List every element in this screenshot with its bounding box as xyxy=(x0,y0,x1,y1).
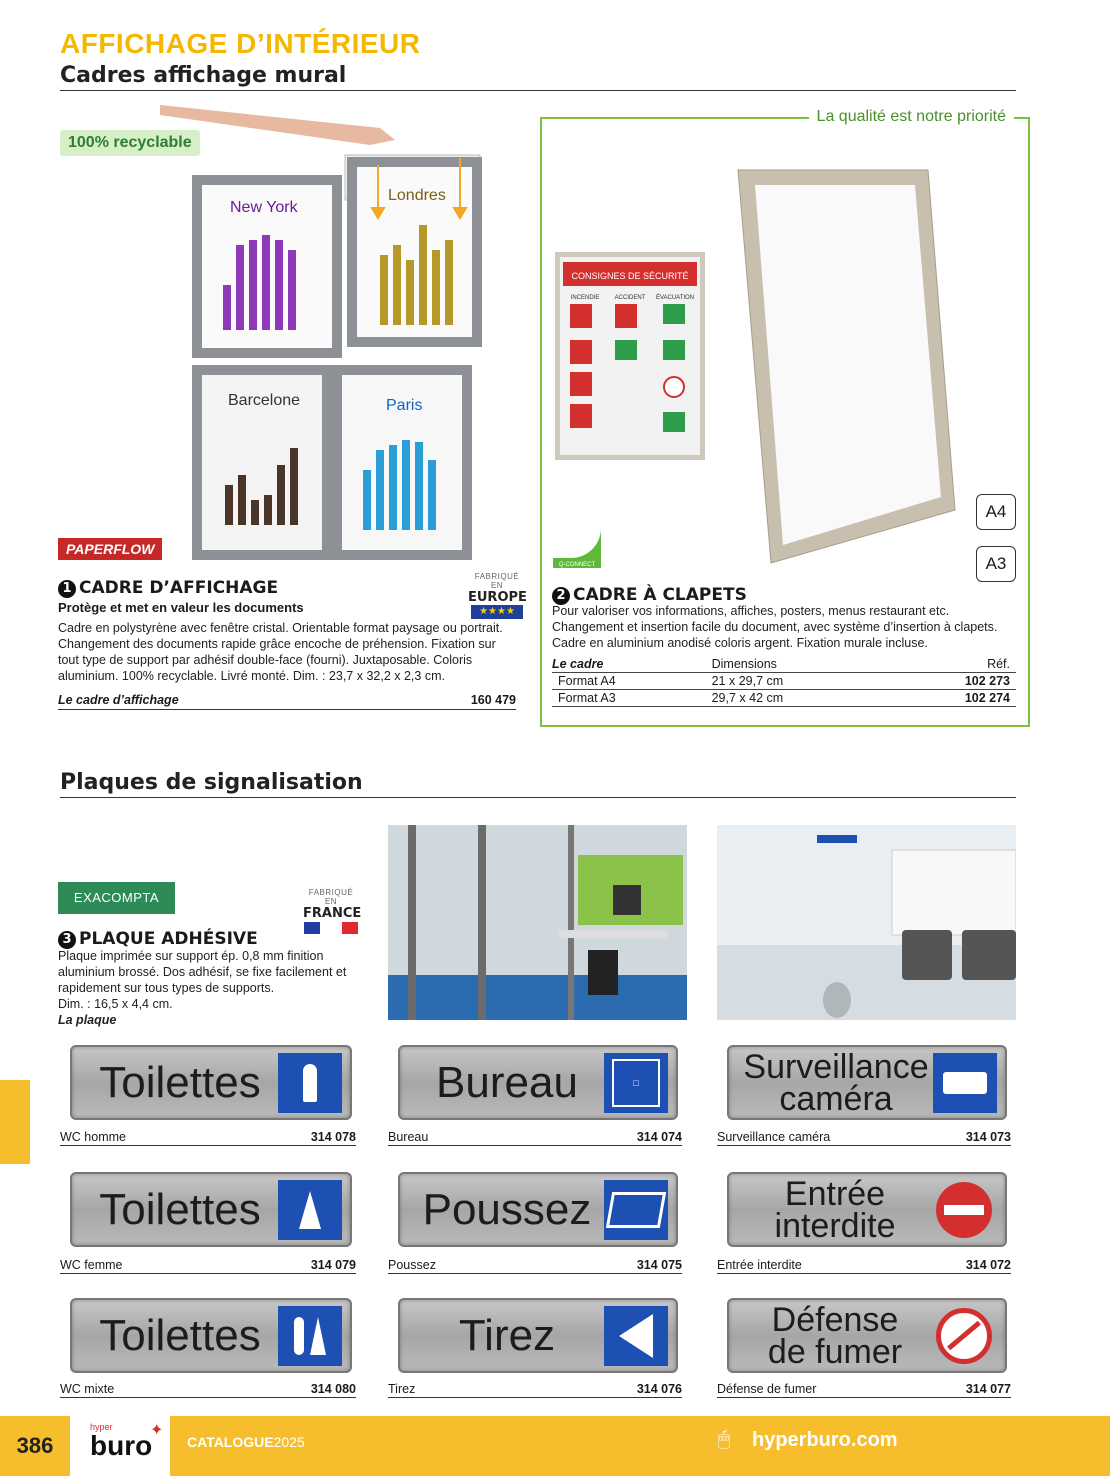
frame-label-londres: Londres xyxy=(388,187,446,204)
sign-ref-row xyxy=(717,1382,1011,1398)
male-toilet-icon xyxy=(278,1053,342,1113)
sign-text-line: Surveillance xyxy=(743,1047,929,1086)
frames-photo xyxy=(150,100,510,570)
table-row: Format A4 21 x 29,7 cm 102 273 xyxy=(552,673,1016,690)
sign-ref: 314 076 xyxy=(636,1382,682,1396)
sign-plate xyxy=(398,1045,678,1120)
pull-arrow-icon xyxy=(604,1306,668,1366)
sign-ref: 314 080 xyxy=(310,1382,356,1396)
sign-ref-row xyxy=(60,1130,356,1146)
sign-label: WC femme xyxy=(60,1258,123,1272)
sign-label: Défense de fumer xyxy=(717,1382,817,1396)
product-number-badge: 3 xyxy=(58,931,76,949)
sign-ref: 314 075 xyxy=(636,1258,682,1272)
sign-label: Bureau xyxy=(388,1130,429,1144)
sign-text xyxy=(739,1300,931,1371)
divider xyxy=(60,797,1016,798)
office-desk-icon: □ xyxy=(604,1053,668,1113)
sign-text-line: caméra xyxy=(779,1079,893,1118)
sign-ref: 314 077 xyxy=(965,1382,1011,1396)
poster-col-2: ACCIDENT xyxy=(614,295,646,301)
sign-ref-row xyxy=(60,1382,356,1398)
sign-plate xyxy=(398,1298,678,1373)
sign-ref-row xyxy=(717,1258,1011,1274)
sign-text: Toilettes xyxy=(99,1310,261,1360)
section-tab xyxy=(0,1080,30,1164)
mouse-icon: 🖱 xyxy=(718,1428,730,1450)
hyperburo-logo: hyper buro ✦ xyxy=(70,1416,170,1476)
sign-label: WC homme xyxy=(60,1130,126,1144)
sign-text xyxy=(739,1047,933,1118)
female-toilet-icon xyxy=(278,1180,342,1240)
sign-plate xyxy=(70,1298,352,1373)
poster-col-3: ÉVACUATION xyxy=(655,295,695,301)
mixed-toilet-icon xyxy=(278,1306,342,1366)
sign-plate xyxy=(727,1045,1007,1120)
q-connect-logo: Q-CONNECT xyxy=(553,512,601,568)
sign-text: Poussez xyxy=(422,1184,592,1234)
page-number: 386 xyxy=(16,1433,54,1458)
divider xyxy=(60,90,1016,91)
product2-spec-table xyxy=(552,656,1016,707)
sign-ref-row xyxy=(388,1382,682,1398)
sign-text-line: de fumer xyxy=(767,1332,903,1371)
sign-label: Poussez xyxy=(388,1258,436,1272)
sign-plate xyxy=(727,1298,1007,1373)
sign-plate xyxy=(398,1172,678,1247)
hospital-photo xyxy=(717,825,1016,1020)
office-photo xyxy=(388,825,687,1020)
website-link[interactable]: hyperburo.com xyxy=(752,1429,898,1451)
sign-ref: 314 074 xyxy=(636,1130,682,1144)
camera-icon xyxy=(933,1053,997,1113)
sign-ref: 314 073 xyxy=(965,1130,1011,1144)
paperflow-logo: PAPERFLOW xyxy=(58,538,162,560)
sign-ref: 314 078 xyxy=(310,1130,356,1144)
sign-plate xyxy=(70,1045,352,1120)
sign-label: Tirez xyxy=(388,1382,416,1396)
product2-description: Pour valoriser vos informations, affiches, posters, menus restaurant etc. Changement et insertion facile du document, avec système d’insertion à clapets. Cadre en aluminium anodisé coloris argent. Fixation murale incluse. xyxy=(552,604,998,650)
sign-ref: 314 079 xyxy=(310,1258,356,1272)
sign-plate xyxy=(727,1172,1007,1247)
poster-title: CONSIGNES DE SÉCURITÉ xyxy=(571,271,689,281)
product1-description: Cadre en polystyrène avec fenêtre cristal. Orientable format paysage ou portrait. Changement des documents rapide grâce encoche de préhension. Fixation sur tout type de support par adhésif double-face (fourni). Juxtaposable. Coloris aluminium. 100% recyclable. Livré monté. Dim. : 23,7 x 32,2 x 2,3 cm. xyxy=(58,621,503,683)
sign-text-line: interdite xyxy=(774,1206,896,1245)
made-in-france-badge: FABRIQUÉ EN FRANCE xyxy=(303,888,359,934)
poster-col-1: INCENDIE xyxy=(570,295,600,301)
hand-arm xyxy=(160,105,395,145)
table-row: Format A3 29,7 x 42 cm 102 274 xyxy=(552,690,1016,707)
exacompta-logo: EXACOMPTA xyxy=(58,882,175,914)
page-title: AFFICHAGE D’INTÉRIEUR xyxy=(60,28,421,59)
product3-description: Plaque imprimée sur support ép. 0,8 mm finition aluminium brossé. Dos adhésif, se fixe facilement et rapidement sur tous types de supports. Dim. : 16,5 x 4,4 cm. La plaque xyxy=(58,949,347,1027)
table-header: Le cadre Dimensions Réf. xyxy=(552,656,1016,673)
sign-text: Tirez xyxy=(458,1310,556,1360)
catalogue-label: CATALOGUE2025 xyxy=(187,1434,305,1450)
sign-text-line: Défense xyxy=(771,1300,899,1339)
made-in-europe-badge: FABRIQUÉ EN EUROPE ★★★★ xyxy=(468,572,527,617)
quality-tagline: La qualité est notre priorité xyxy=(809,108,1014,126)
star-icon: ✦ xyxy=(150,1422,164,1439)
sign-text: Bureau xyxy=(436,1057,578,1107)
product-number-badge: 2 xyxy=(552,587,570,605)
push-arrow-icon xyxy=(604,1180,668,1240)
no-entry-icon xyxy=(931,1177,997,1243)
eu-flag-icon: ★★★★ xyxy=(471,605,523,619)
safety-poster-frame xyxy=(555,252,705,462)
section-title-frames: Cadres affichage mural xyxy=(60,63,347,88)
recyclable-badge: 100% recyclable xyxy=(60,130,200,156)
sign-text-line: Entrée xyxy=(784,1174,886,1213)
sign-text: Toilettes xyxy=(99,1184,261,1234)
product-number-badge: 1 xyxy=(58,580,76,598)
frame-label-newyork: New York xyxy=(230,199,298,216)
no-smoking-icon xyxy=(931,1303,997,1369)
sign-ref-row xyxy=(388,1258,682,1274)
format-a4-badge: A4 xyxy=(976,494,1016,530)
frame-label-barcelone: Barcelone xyxy=(228,392,301,409)
sign-ref-row xyxy=(717,1130,1011,1146)
sign-ref-row xyxy=(388,1130,682,1146)
sign-label: Entrée interdite xyxy=(717,1258,802,1272)
sign-ref: 314 072 xyxy=(965,1258,1011,1272)
product1-subtitle: Protège et met en valeur les documents xyxy=(58,600,304,615)
product1-ref-row: Le cadre d’affichage 160 479 xyxy=(58,693,516,710)
french-flag-icon xyxy=(304,922,358,934)
format-a3-badge: A3 xyxy=(976,546,1016,582)
silver-frame-image xyxy=(733,165,958,565)
section-title-signs: Plaques de signalisation xyxy=(60,770,363,795)
sign-ref-row xyxy=(60,1258,356,1274)
sign-plate xyxy=(70,1172,352,1247)
sign-text: Toilettes xyxy=(99,1057,261,1107)
sign-label: Surveillance caméra xyxy=(717,1130,831,1144)
sign-label: WC mixte xyxy=(60,1382,115,1396)
sign-text xyxy=(739,1174,931,1245)
product3-title: 3 PLAQUE ADHÉSIVE xyxy=(58,929,258,949)
frame-label-paris: Paris xyxy=(386,397,423,414)
product1-title: 1 CADRE D’AFFICHAGE xyxy=(58,578,278,598)
product2-title: 2 CADRE À CLAPETS xyxy=(552,585,747,605)
